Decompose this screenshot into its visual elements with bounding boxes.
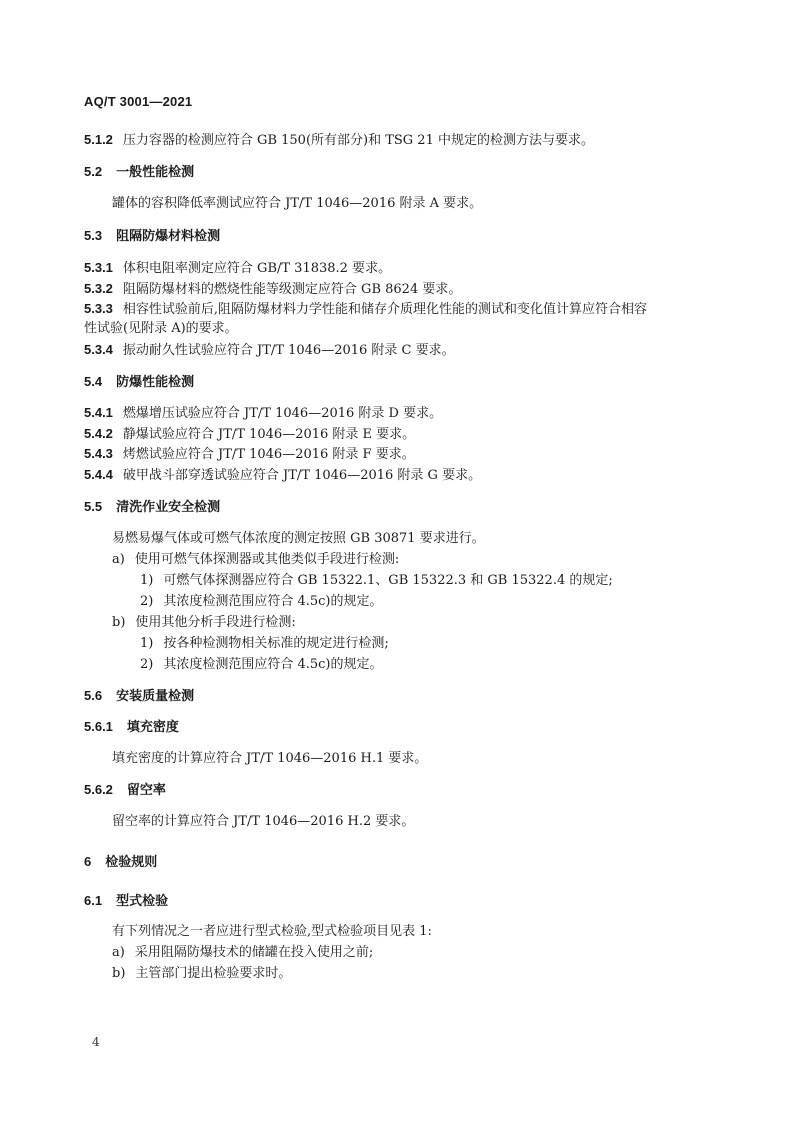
clause-number: 5.4.2 (84, 426, 113, 441)
list-item-6-1-a (112, 944, 373, 962)
heading-6 (84, 853, 157, 872)
heading-number: 5.6.1 (84, 719, 113, 734)
page-number: 4 (92, 1035, 100, 1049)
list-marker: b) (112, 966, 126, 981)
heading-title: 留空率 (126, 782, 166, 797)
clause-number: 5.3.3 (84, 301, 113, 316)
list-marker: 1) (140, 636, 154, 651)
list-marker: b) (112, 615, 126, 630)
clause-5-4-3 (84, 445, 415, 464)
heading-5-6-1 (84, 718, 179, 737)
list-marker: a) (112, 945, 125, 960)
list-item-b-2 (140, 656, 383, 674)
clause-5-4-2 (84, 425, 415, 444)
clause-number: 5.1.2 (84, 132, 113, 147)
list-marker: 2) (140, 594, 154, 609)
list-text: 其浓度检测范围应符合 4.5c)的规定。 (163, 657, 383, 672)
heading-5-6-2 (84, 781, 166, 800)
clause-text: 静爆试验应符合 JT/T 1046—2016 附录 E 要求。 (122, 427, 416, 442)
list-item-a (112, 551, 399, 569)
heading-number: 5.2 (84, 164, 103, 179)
heading-number: 5.6 (84, 688, 103, 703)
paragraph-5-2: 罐体的容积降低率测试应符合 JT/T 1046—2016 附录 A 要求。 (112, 196, 483, 211)
heading-5-4 (84, 373, 194, 392)
clause-number: 5.4.1 (84, 405, 113, 420)
clause-text: 阻隔防爆材料的燃烧性能等级测定应符合 GB 8624 要求。 (122, 282, 462, 297)
paragraph-5-6-2: 留空率的计算应符合 JT/T 1046—2016 H.2 要求。 (112, 814, 415, 829)
clause-5-4-1 (84, 404, 442, 423)
clause-text: 振动耐久性试验应符合 JT/T 1046—2016 附录 C 要求。 (122, 343, 455, 358)
heading-5-3 (84, 227, 220, 246)
heading-number: 6 (84, 854, 92, 869)
heading-number: 5.6.2 (84, 782, 113, 797)
clause-5-3-3 (84, 300, 647, 319)
clause-5-3-3-continuation: 性试验(见附录 A)的要求。 (84, 321, 238, 336)
clause-5-4-4 (84, 466, 481, 485)
clause-text: 相容性试验前后,阻隔防爆材料力学性能和储存介质理化性能的测试和变化值计算应符合相容 (122, 302, 648, 317)
list-item-6-1-b (112, 965, 291, 983)
heading-number: 5.4 (84, 374, 103, 389)
clause-5-3-4 (84, 341, 455, 360)
clause-text: 烤燃试验应符合 JT/T 1046—2016 附录 F 要求。 (122, 447, 415, 462)
clause-5-3-2 (84, 280, 461, 299)
list-marker: 2) (140, 657, 154, 672)
heading-title: 一般性能检测 (116, 164, 195, 179)
clause-number: 5.3.2 (84, 281, 113, 296)
clause-number: 5.3.4 (84, 342, 113, 357)
paragraph-5-5: 易燃易爆气体或可燃气体浓度的测定按照 GB 30871 要求进行。 (112, 531, 485, 546)
heading-5-6 (84, 687, 194, 706)
heading-title: 防爆性能检测 (116, 374, 195, 389)
clause-number: 5.4.3 (84, 446, 113, 461)
heading-number: 5.5 (84, 499, 103, 514)
clause-5-1-2 (84, 131, 594, 150)
heading-title: 检验规则 (105, 854, 158, 869)
list-item-b (112, 614, 296, 632)
heading-number: 6.1 (84, 893, 103, 908)
list-text: 使用其他分析手段进行检测: (135, 615, 296, 630)
list-text: 按各种检测物相关标准的规定进行检测; (163, 636, 389, 651)
heading-5-2 (84, 163, 194, 182)
clause-text: 体积电阻率测定应符合 GB/T 31838.2 要求。 (122, 261, 392, 276)
clause-5-3-1 (84, 259, 391, 278)
heading-title: 型式检验 (116, 893, 169, 908)
heading-title: 填充密度 (126, 719, 179, 734)
clause-text: 压力容器的检测应符合 GB 150(所有部分)和 TSG 21 中规定的检测方法与要求。 (122, 133, 594, 148)
list-text: 使用可燃气体探测器或其他类似手段进行检测: (134, 552, 400, 567)
clause-number: 5.4.4 (84, 467, 113, 482)
clause-number: 5.3.1 (84, 260, 113, 275)
standard-code-header: AQ/T 3001—2021 (84, 94, 193, 109)
list-item-b-1 (140, 635, 389, 653)
clause-text: 破甲战斗部穿透试验应符合 JT/T 1046—2016 附录 G 要求。 (122, 468, 482, 483)
list-text: 主管部门提出检验要求时。 (135, 966, 292, 981)
clause-text: 燃爆增压试验应符合 JT/T 1046—2016 附录 D 要求。 (122, 406, 443, 421)
heading-title: 清洗作业安全检测 (116, 499, 221, 514)
list-text: 其浓度检测范围应符合 4.5c)的规定。 (163, 594, 383, 609)
list-text: 可燃气体探测器应符合 GB 15322.1、GB 15322.3 和 GB 15322.4 的规定; (163, 573, 613, 588)
list-item-a-2 (140, 593, 383, 611)
heading-6-1 (84, 892, 168, 911)
heading-5-5 (84, 498, 220, 517)
paragraph-6-1: 有下列情况之一者应进行型式检验,型式检验项目见表 1: (112, 924, 432, 939)
list-marker: 1) (140, 573, 154, 588)
heading-title: 阻隔防爆材料检测 (116, 228, 221, 243)
list-marker: a) (112, 552, 125, 567)
paragraph-5-6-1: 填充密度的计算应符合 JT/T 1046—2016 H.1 要求。 (112, 751, 428, 766)
list-item-a-1 (140, 572, 613, 590)
heading-number: 5.3 (84, 228, 103, 243)
heading-title: 安装质量检测 (116, 688, 195, 703)
list-text: 采用阻隔防爆技术的储罐在投入使用之前; (134, 945, 374, 960)
